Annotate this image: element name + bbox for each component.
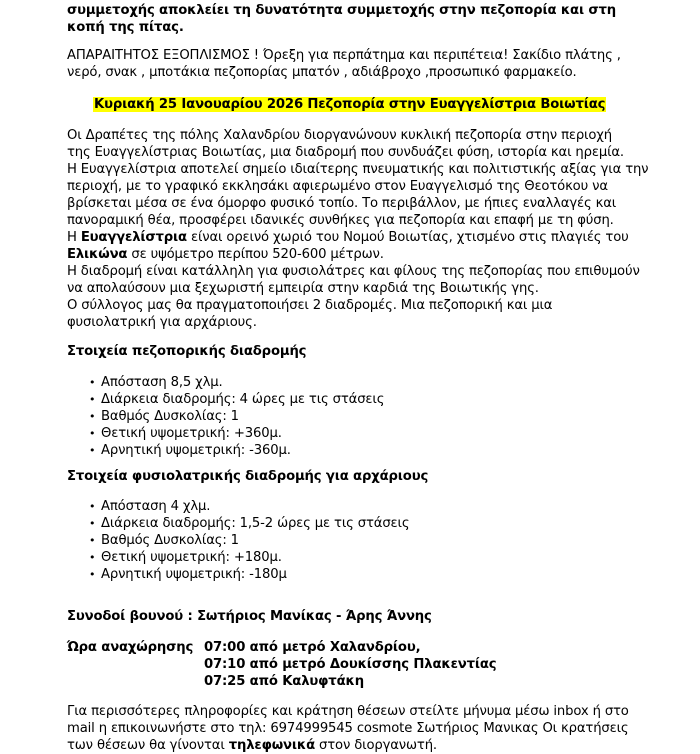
text-line: της Ευαγγελίστριας Βοιωτίας, μια διαδρομή που συνδυάζει φύση, ιστορία και ηρεμία. — [67, 145, 624, 160]
list-item: • Θετική υψομετρική: +180μ. — [67, 549, 409, 566]
list-item: • Βαθμός Δυσκολίας: 1 — [67, 408, 384, 425]
text-fragment: είναι ορεινό χωριό του Νομού Βοιωτίας, χτισμένο στις πλαγιές του — [186, 230, 629, 245]
text-line: Η διαδρομή είναι κατάλληλη για φυσιολάτρες και φίλους της πεζοπορίας που επιθυμούν — [67, 264, 640, 279]
text-line: κοπή της πίτας. — [67, 20, 184, 35]
routes-intro-paragraph — [67, 297, 552, 331]
departure-time: 07:10 από μετρό Δουκίσσης Πλακεντίας — [204, 657, 497, 672]
list-item: • Αρνητική υψομετρική: -180μ — [67, 566, 409, 583]
text-line: ΑΠΑΡΑΙΤΗΤΟΣ ΕΞΟΠΛΙΣΜΟΣ ! Όρεξη για περπάτημα και περιπέτεια! Σακίδιο πλάτης , — [67, 48, 621, 63]
hiking-route-list — [67, 374, 384, 459]
text-line: Για περισσότερες πληροφορίες και κράτηση θέσεων στείλτε μήνυμα μέσω inbox ή στο — [67, 704, 629, 719]
text-line: πανοραμική θέα, προσφέρει ιδανικές συνθήκες για πεζοπορία και επαφή με τη φύση. — [67, 213, 614, 228]
text-line: συμμετοχής αποκλείει τη δυνατότητα συμμετοχής στην πεζοπορία και στη — [67, 3, 617, 18]
text-line: mail η επικοινωνήστε στο τηλ: 6974999545 cosmote Σωτήριος Μανικας Οι κρατήσεις — [67, 721, 629, 736]
text-fragment: Η — [67, 230, 81, 245]
list-item: • Διάρκεια διαδρομής: 4 ώρες με τις στάσεις — [67, 391, 384, 408]
participation-note — [67, 2, 616, 36]
description-paragraph — [67, 127, 648, 297]
village-line — [67, 229, 648, 246]
text-line: περιοχή, με το γραφικό εκκλησάκι αφιερωμένο στον Ευαγγελισμό της Θεοτόκου να — [67, 179, 608, 194]
village-name: Ευαγγελίστρια — [80, 230, 187, 245]
text-line: Ο σύλλογος μας θα πραγματοποιήσει 2 διαδρομές. Μια πεζοπορική και μια — [67, 298, 553, 313]
list-item: • Απόσταση 4 χλμ. — [67, 498, 409, 515]
beginner-route-list — [67, 498, 409, 583]
list-item: • Απόσταση 8,5 χλμ. — [67, 374, 384, 391]
mountain-guides: Συνοδοί βουνού : Σωτήριος Μανίκας - Άρης Άννης — [67, 609, 432, 624]
text-line: Οι Δραπέτες της πόλης Χαλανδρίου διοργανώνουν κυκλική πεζοπορία στην περιοχή — [67, 128, 612, 143]
departure-time: 07:00 από μετρό Χαλανδρίου, — [204, 640, 421, 655]
mountain-name: Ελικώνα — [67, 247, 128, 262]
text-fragment: στον διοργανωτή. — [315, 738, 437, 753]
departure-label: Ώρα αναχώρησης — [67, 640, 194, 655]
list-item: • Θετική υψομετρική: +360μ. — [67, 425, 384, 442]
list-item: • Βαθμός Δυσκολίας: 1 — [67, 532, 409, 549]
event-title-wrapper — [93, 96, 607, 113]
text-line: φυσιολατρική για αρχάριους. — [67, 315, 257, 330]
equipment-paragraph — [67, 47, 621, 81]
event-title: Κυριακή 25 Ιανουαρίου 2026 Πεζοπορία στην Ευαγγελίστρια Βοιωτίας — [94, 97, 606, 112]
phone-emphasis: τηλεφωνικά — [228, 738, 316, 753]
mountain-line — [67, 246, 648, 263]
hiking-route-heading: Στοιχεία πεζοπορικής διαδρομής — [67, 344, 307, 359]
text-line: βρίσκεται μέσα σε ένα όμορφο φυσικό τοπίο. Το περιβάλλον, με ήπιες εναλλαγές και — [67, 196, 617, 211]
list-item: • Διάρκεια διαδρομής: 1,5-2 ώρες με τις στάσεις — [67, 515, 409, 532]
text-fragment: των θέσεων θα γίνονται — [67, 738, 229, 753]
text-line: Η Ευαγγελίστρια αποτελεί σημείο ιδιαίτερης πνευματικής και πολιτιστικής αξίας για την — [67, 162, 649, 177]
text-fragment: σε υψόμετρο περίπου 520-600 μέτρων. — [127, 247, 384, 262]
contact-paragraph — [67, 703, 629, 754]
text-line: να απολαύσουν μια ξεχωριστή εμπειρία στην καρδιά της Βοιωτικής γης. — [67, 281, 539, 296]
beginner-route-heading: Στοιχεία φυσιολατρικής διαδρομής για αρχάριους — [67, 469, 429, 484]
departure-schedule — [67, 639, 697, 691]
text-line: νερό, σνακ , μποτάκια πεζοπορίας μπατόν , αδιάβροχο ,προσωπικό φαρμακείο. — [67, 65, 577, 80]
text-line — [67, 737, 629, 754]
departure-time: 07:25 από Καλυφτάκη — [204, 674, 364, 689]
list-item: • Αρνητική υψομετρική: -360μ. — [67, 442, 384, 459]
